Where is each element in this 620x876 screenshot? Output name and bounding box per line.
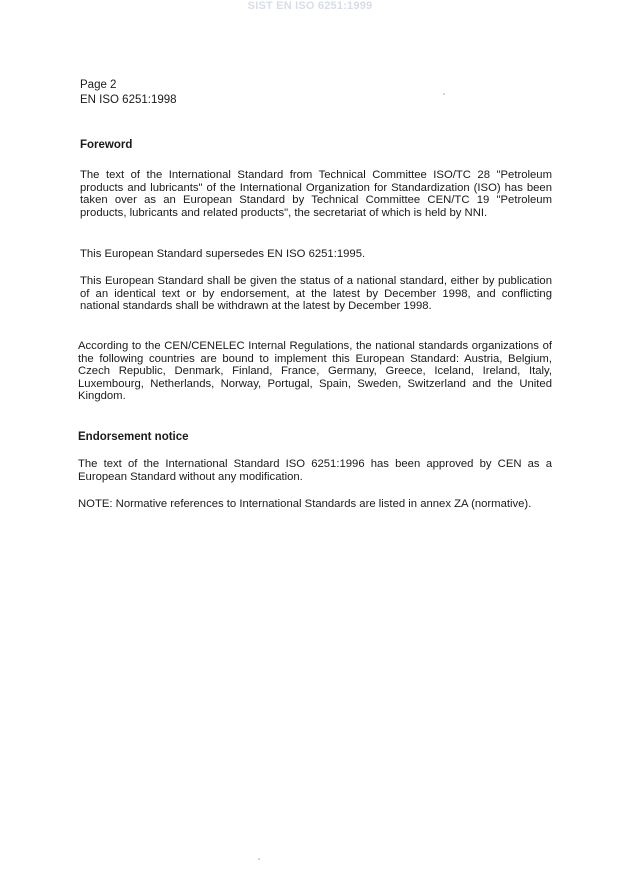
foreword-heading: Foreword [80, 139, 133, 151]
watermark: SIST EN ISO 6251:1999 [247, 0, 373, 12]
scan-speck [258, 858, 260, 860]
standard-reference: EN ISO 6251:1998 [80, 94, 177, 106]
foreword-paragraph-3: This European Standard shall be given the status of a national standard, either by publication of an identical text or by endorsement, at the latest by December 1998, and conflicting national standards shall be withdrawn at the latest by December 1998. [80, 275, 552, 313]
endorsement-heading: Endorsement notice [78, 431, 189, 443]
foreword-paragraph-1: The text of the International Standard from Technical Committee ISO/TC 28 "Petroleum products and lubricants" of the International Organization for Standardization (ISO) has been taken over as an European Standard by Technical Committee CEN/TC 19 "Petroleum products, lubricants and related products", the secretariat of which is held by NNI. [80, 169, 552, 219]
endorsement-note: NOTE: Normative references to International Standards are listed in annex ZA (normative). [78, 498, 532, 510]
document-page [78, 78, 552, 510]
scan-speck [443, 93, 445, 95]
foreword-paragraph-4: According to the CEN/CENELEC Internal Regulations, the national standards organizations of the following countries are bound to implement this European Standard: Austria, Belgium, Czech Republic, Denmark, Finland, France, Germany, Greece, Iceland, Ireland, Italy, Luxembourg, Netherlands, Norway, Portugal, Spain, Sweden, Switzerland and the United Kingdom. [78, 340, 552, 403]
foreword-paragraph-2: This European Standard supersedes EN ISO 6251:1995. [80, 248, 366, 260]
endorsement-paragraph-1: The text of the International Standard ISO 6251:1996 has been approved by CEN as a European Standard without any modification. [78, 458, 552, 483]
page-number: Page 2 [80, 79, 117, 91]
